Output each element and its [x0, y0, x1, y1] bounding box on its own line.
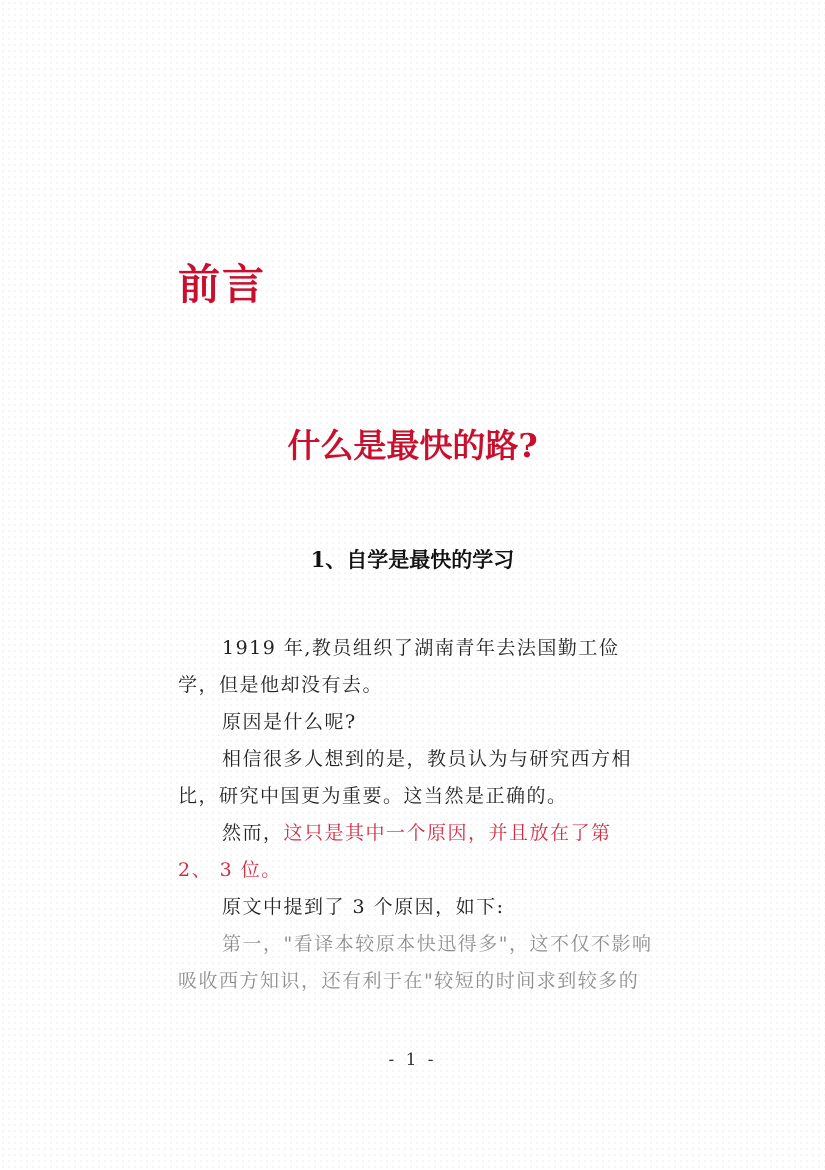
section-title: 1、自学是最快的学习 — [310, 547, 515, 572]
paragraph — [178, 741, 653, 815]
chapter-title: 什么是最快的路? — [287, 426, 538, 465]
page-number: - 1 - — [388, 1050, 437, 1070]
paragraph-text: 原因是什么呢? — [222, 711, 357, 733]
highlighted-text: 这只是其中一个原因，并且放在了第 2、 3 位。 — [178, 822, 612, 881]
paragraph-text: 1919 年,教员组织了湖南青年去法国勤工俭学，但是他却没有去。 — [178, 637, 620, 696]
paragraph-text: 原文中提到了 3 个原因，如下: — [222, 896, 505, 918]
body-text — [178, 630, 653, 1000]
paragraph — [178, 926, 653, 1000]
paragraph — [178, 889, 653, 926]
paragraph — [178, 630, 653, 704]
paragraph-text: 然而， — [222, 822, 284, 844]
paragraph — [178, 815, 653, 889]
preface-title: 前言 — [178, 260, 267, 309]
paragraph — [178, 704, 653, 741]
faded-paragraph-text: 第一，"看译本较原本快迅得多"，这不仅不影响吸收西方知识，还有利于在"较短的时间求到较多的 — [178, 933, 653, 992]
paragraph-text: 相信很多人想到的是，教员认为与研究西方相比，研究中国更为重要。这当然是正确的。 — [178, 748, 633, 807]
